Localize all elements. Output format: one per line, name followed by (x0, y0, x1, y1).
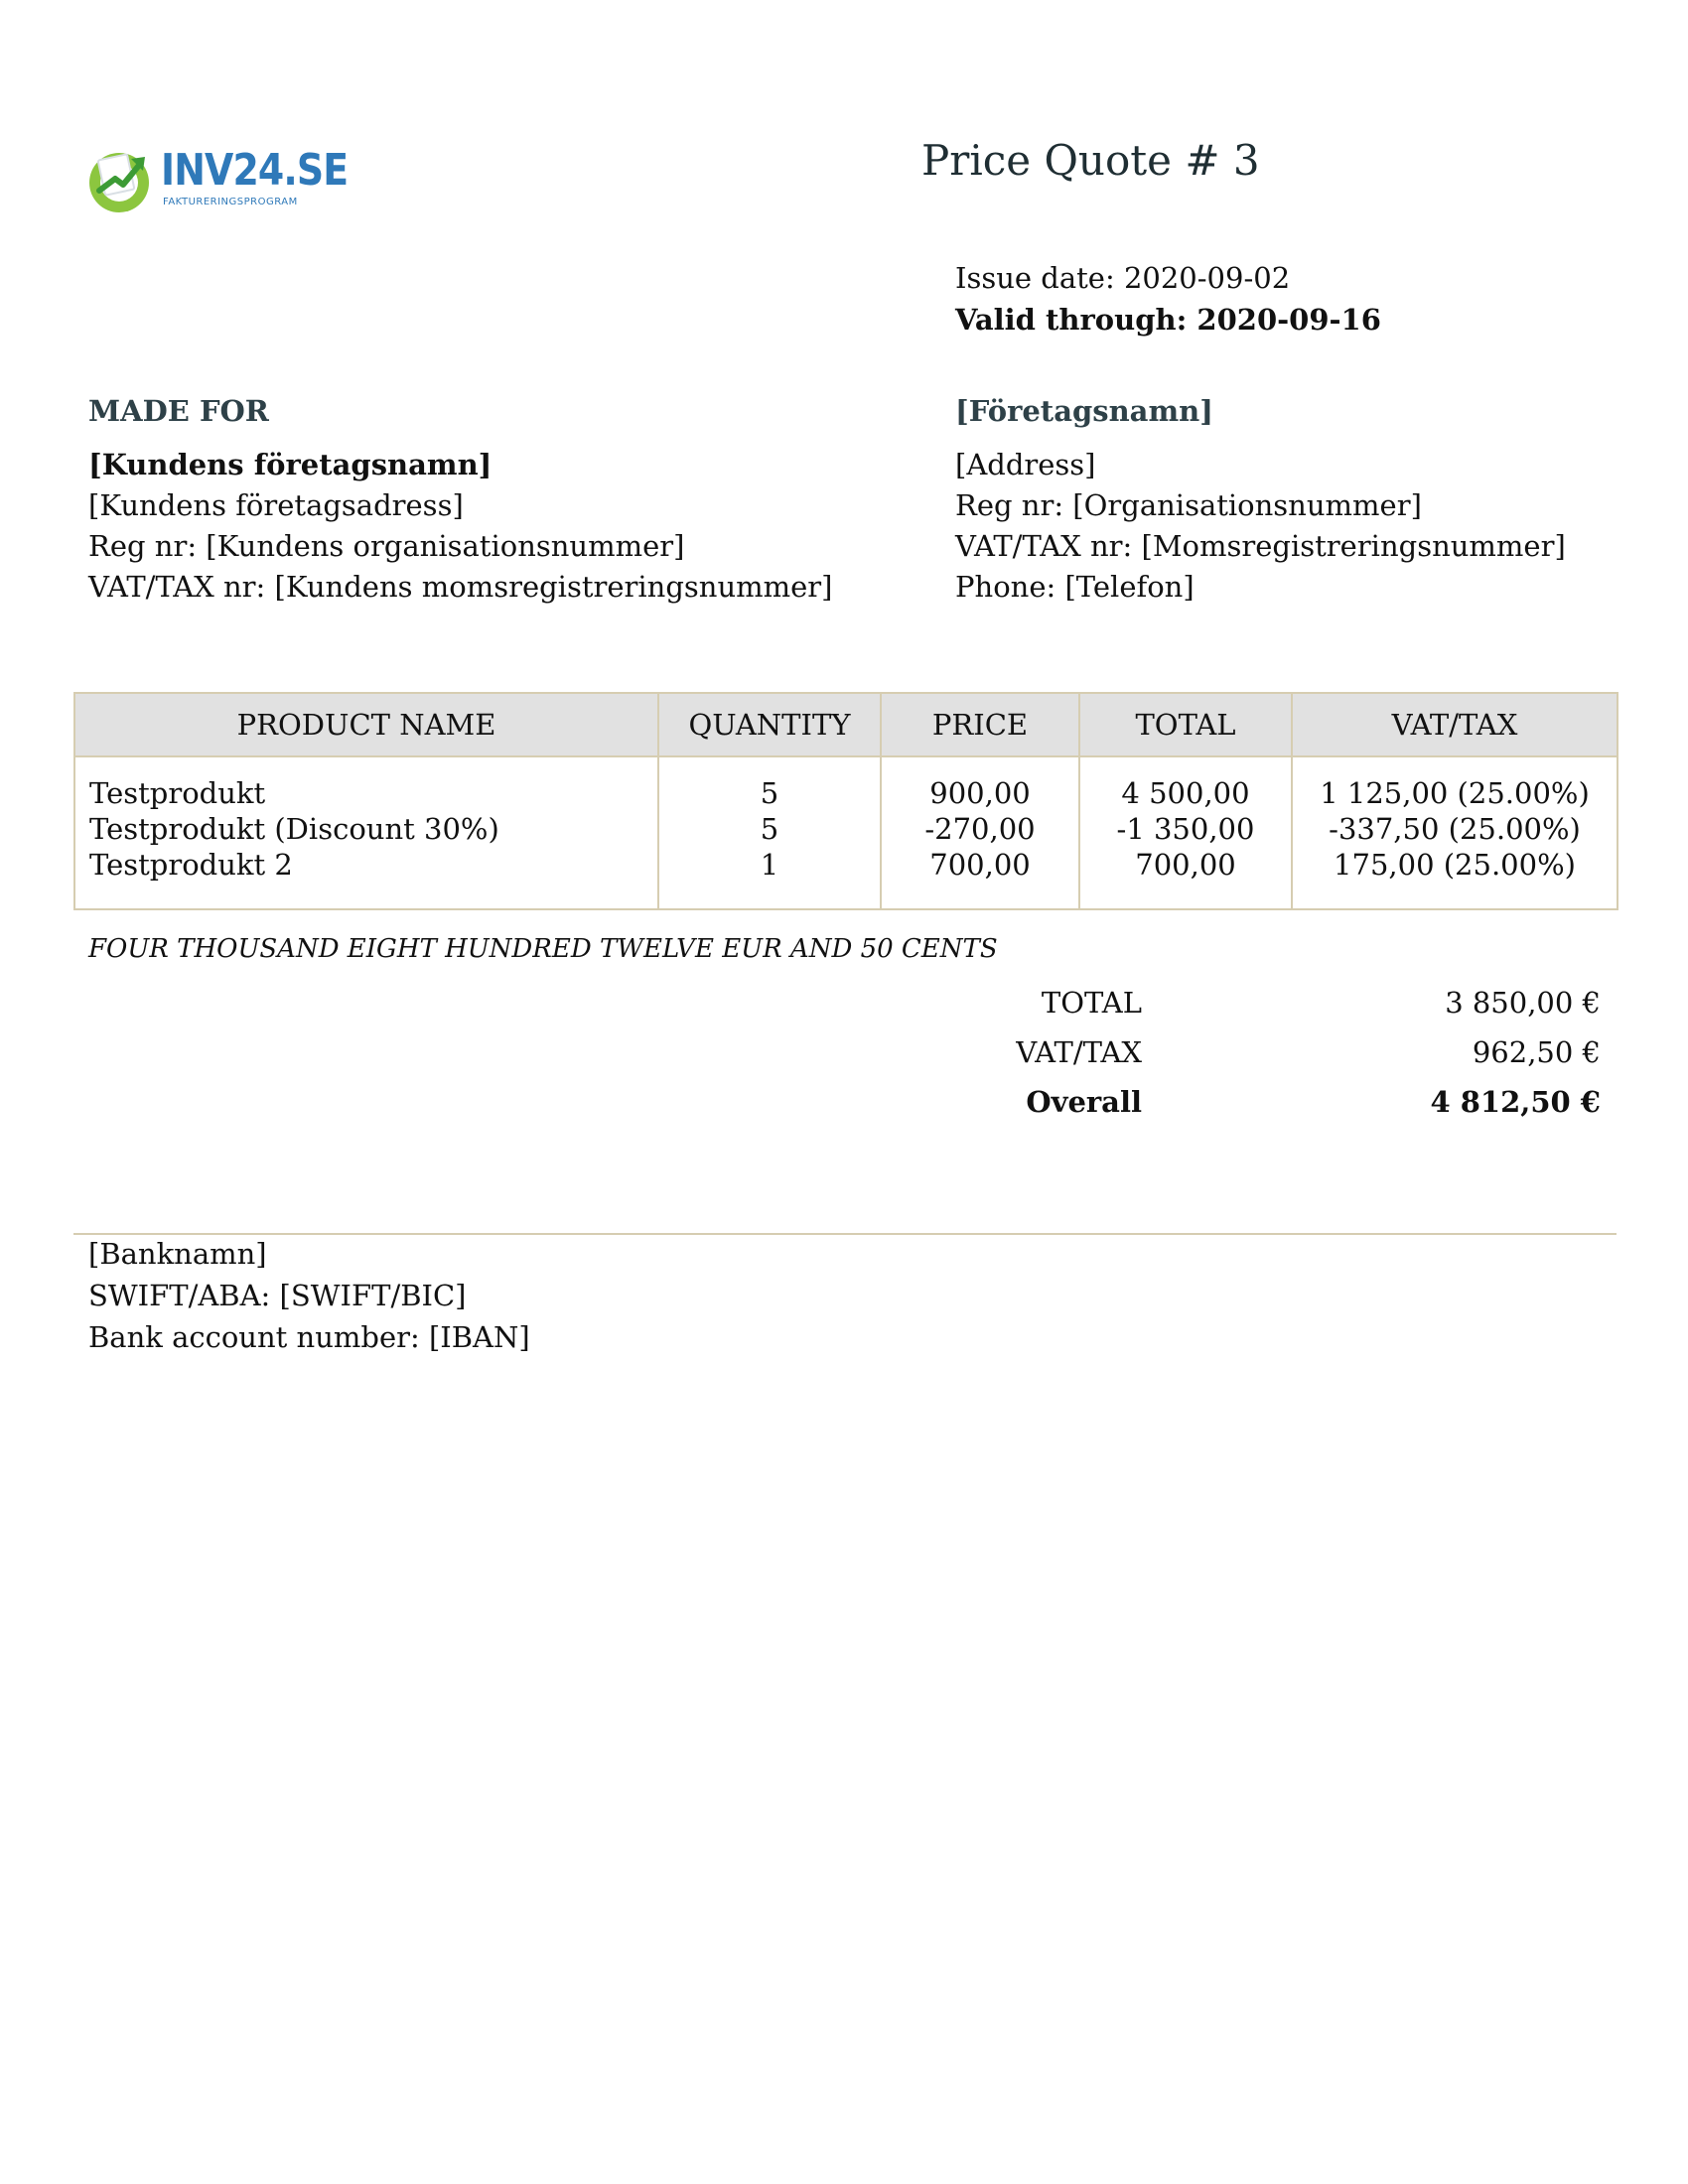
table-header-row (74, 693, 1618, 756)
seller-address: [Address] (955, 448, 1096, 481)
price-value: -270,00 (924, 812, 1036, 846)
price-value: 900,00 (929, 776, 1031, 810)
column-header-product-name: PRODUCT NAME (74, 693, 658, 756)
line-vat-value: 175,00 (25.00%) (1334, 848, 1576, 882)
line-items-table (73, 692, 1618, 910)
vat-cell (1292, 756, 1618, 909)
line-total-value: 700,00 (1135, 848, 1236, 882)
seller-address-block (955, 445, 1566, 608)
subtotal-label: TOTAL (1041, 986, 1142, 1020)
seller-reg-number: Reg nr: [Organisationsnummer] (955, 488, 1422, 522)
document-title: Price Quote # 3 (921, 136, 1260, 185)
total-cell (1079, 756, 1292, 909)
issue-date-label: Issue date: (955, 261, 1115, 295)
client-vat-number: VAT/TAX nr: [Kundens momsregistreringsnummer] (88, 570, 833, 604)
subtotal-value: 3 850,00 € (1445, 986, 1601, 1020)
line-total-value: -1 350,00 (1116, 812, 1255, 846)
column-header-vat: VAT/TAX (1292, 693, 1618, 756)
product-name-cell (74, 756, 658, 909)
quantity-value: 1 (760, 848, 779, 882)
made-for-heading: MADE FOR (88, 394, 269, 428)
product-name: Testprodukt (Discount 30%) (89, 812, 499, 846)
amount-in-words: FOUR THOUSAND EIGHT HUNDRED TWELVE EUR AND 50 CENTS (88, 934, 998, 964)
price-value: 700,00 (929, 848, 1031, 882)
bank-name: [Banknamn] (88, 1237, 267, 1271)
seller-vat-number: VAT/TAX nr: [Momsregistreringsnummer] (955, 529, 1566, 563)
line-total-value: 4 500,00 (1121, 776, 1250, 810)
product-name: Testprodukt (89, 776, 266, 810)
grand-total-label: Overall (1026, 1085, 1142, 1119)
issue-date-line (955, 258, 1290, 298)
client-address: [Kundens företagsadress] (88, 488, 464, 522)
column-header-quantity: QUANTITY (658, 693, 881, 756)
line-vat-value: -337,50 (25.00%) (1329, 812, 1581, 846)
logo-tagline: FAKTURERINGSPROGRAM (163, 197, 298, 207)
quantity-value: 5 (760, 812, 779, 846)
quantity-value: 5 (760, 776, 779, 810)
valid-through-label: Valid through: (955, 303, 1188, 337)
seller-phone: Phone: [Telefon] (955, 570, 1195, 604)
price-cell (881, 756, 1079, 909)
seller-company-heading: [Företagsnamn] (955, 394, 1213, 428)
vat-total-label: VAT/TAX (1016, 1035, 1142, 1069)
product-name: Testprodukt 2 (89, 848, 293, 882)
vat-total-value: 962,50 € (1472, 1035, 1601, 1069)
logo-mark-icon (85, 143, 157, 214)
client-reg-number: Reg nr: [Kundens organisationsnummer] (88, 529, 685, 563)
column-header-price: PRICE (881, 693, 1079, 756)
valid-through-value: 2020-09-16 (1196, 303, 1381, 337)
client-company-name: [Kundens företagsnamn] (88, 448, 492, 481)
bank-account-number: Bank account number: [IBAN] (88, 1320, 530, 1354)
valid-through-line (955, 300, 1381, 340)
bank-details-block (88, 1233, 530, 1358)
grand-total-value: 4 812,50 € (1430, 1085, 1601, 1119)
company-logo (85, 143, 349, 214)
quantity-cell (658, 756, 881, 909)
issue-date-value: 2020-09-02 (1123, 261, 1291, 295)
table-body-row (74, 756, 1618, 909)
line-vat-value: 1 125,00 (25.00%) (1320, 776, 1590, 810)
logo-wordmark: INV24.SE (161, 145, 349, 196)
bank-swift: SWIFT/ABA: [SWIFT/BIC] (88, 1279, 467, 1312)
client-address-block (88, 445, 832, 608)
column-header-total: TOTAL (1079, 693, 1292, 756)
